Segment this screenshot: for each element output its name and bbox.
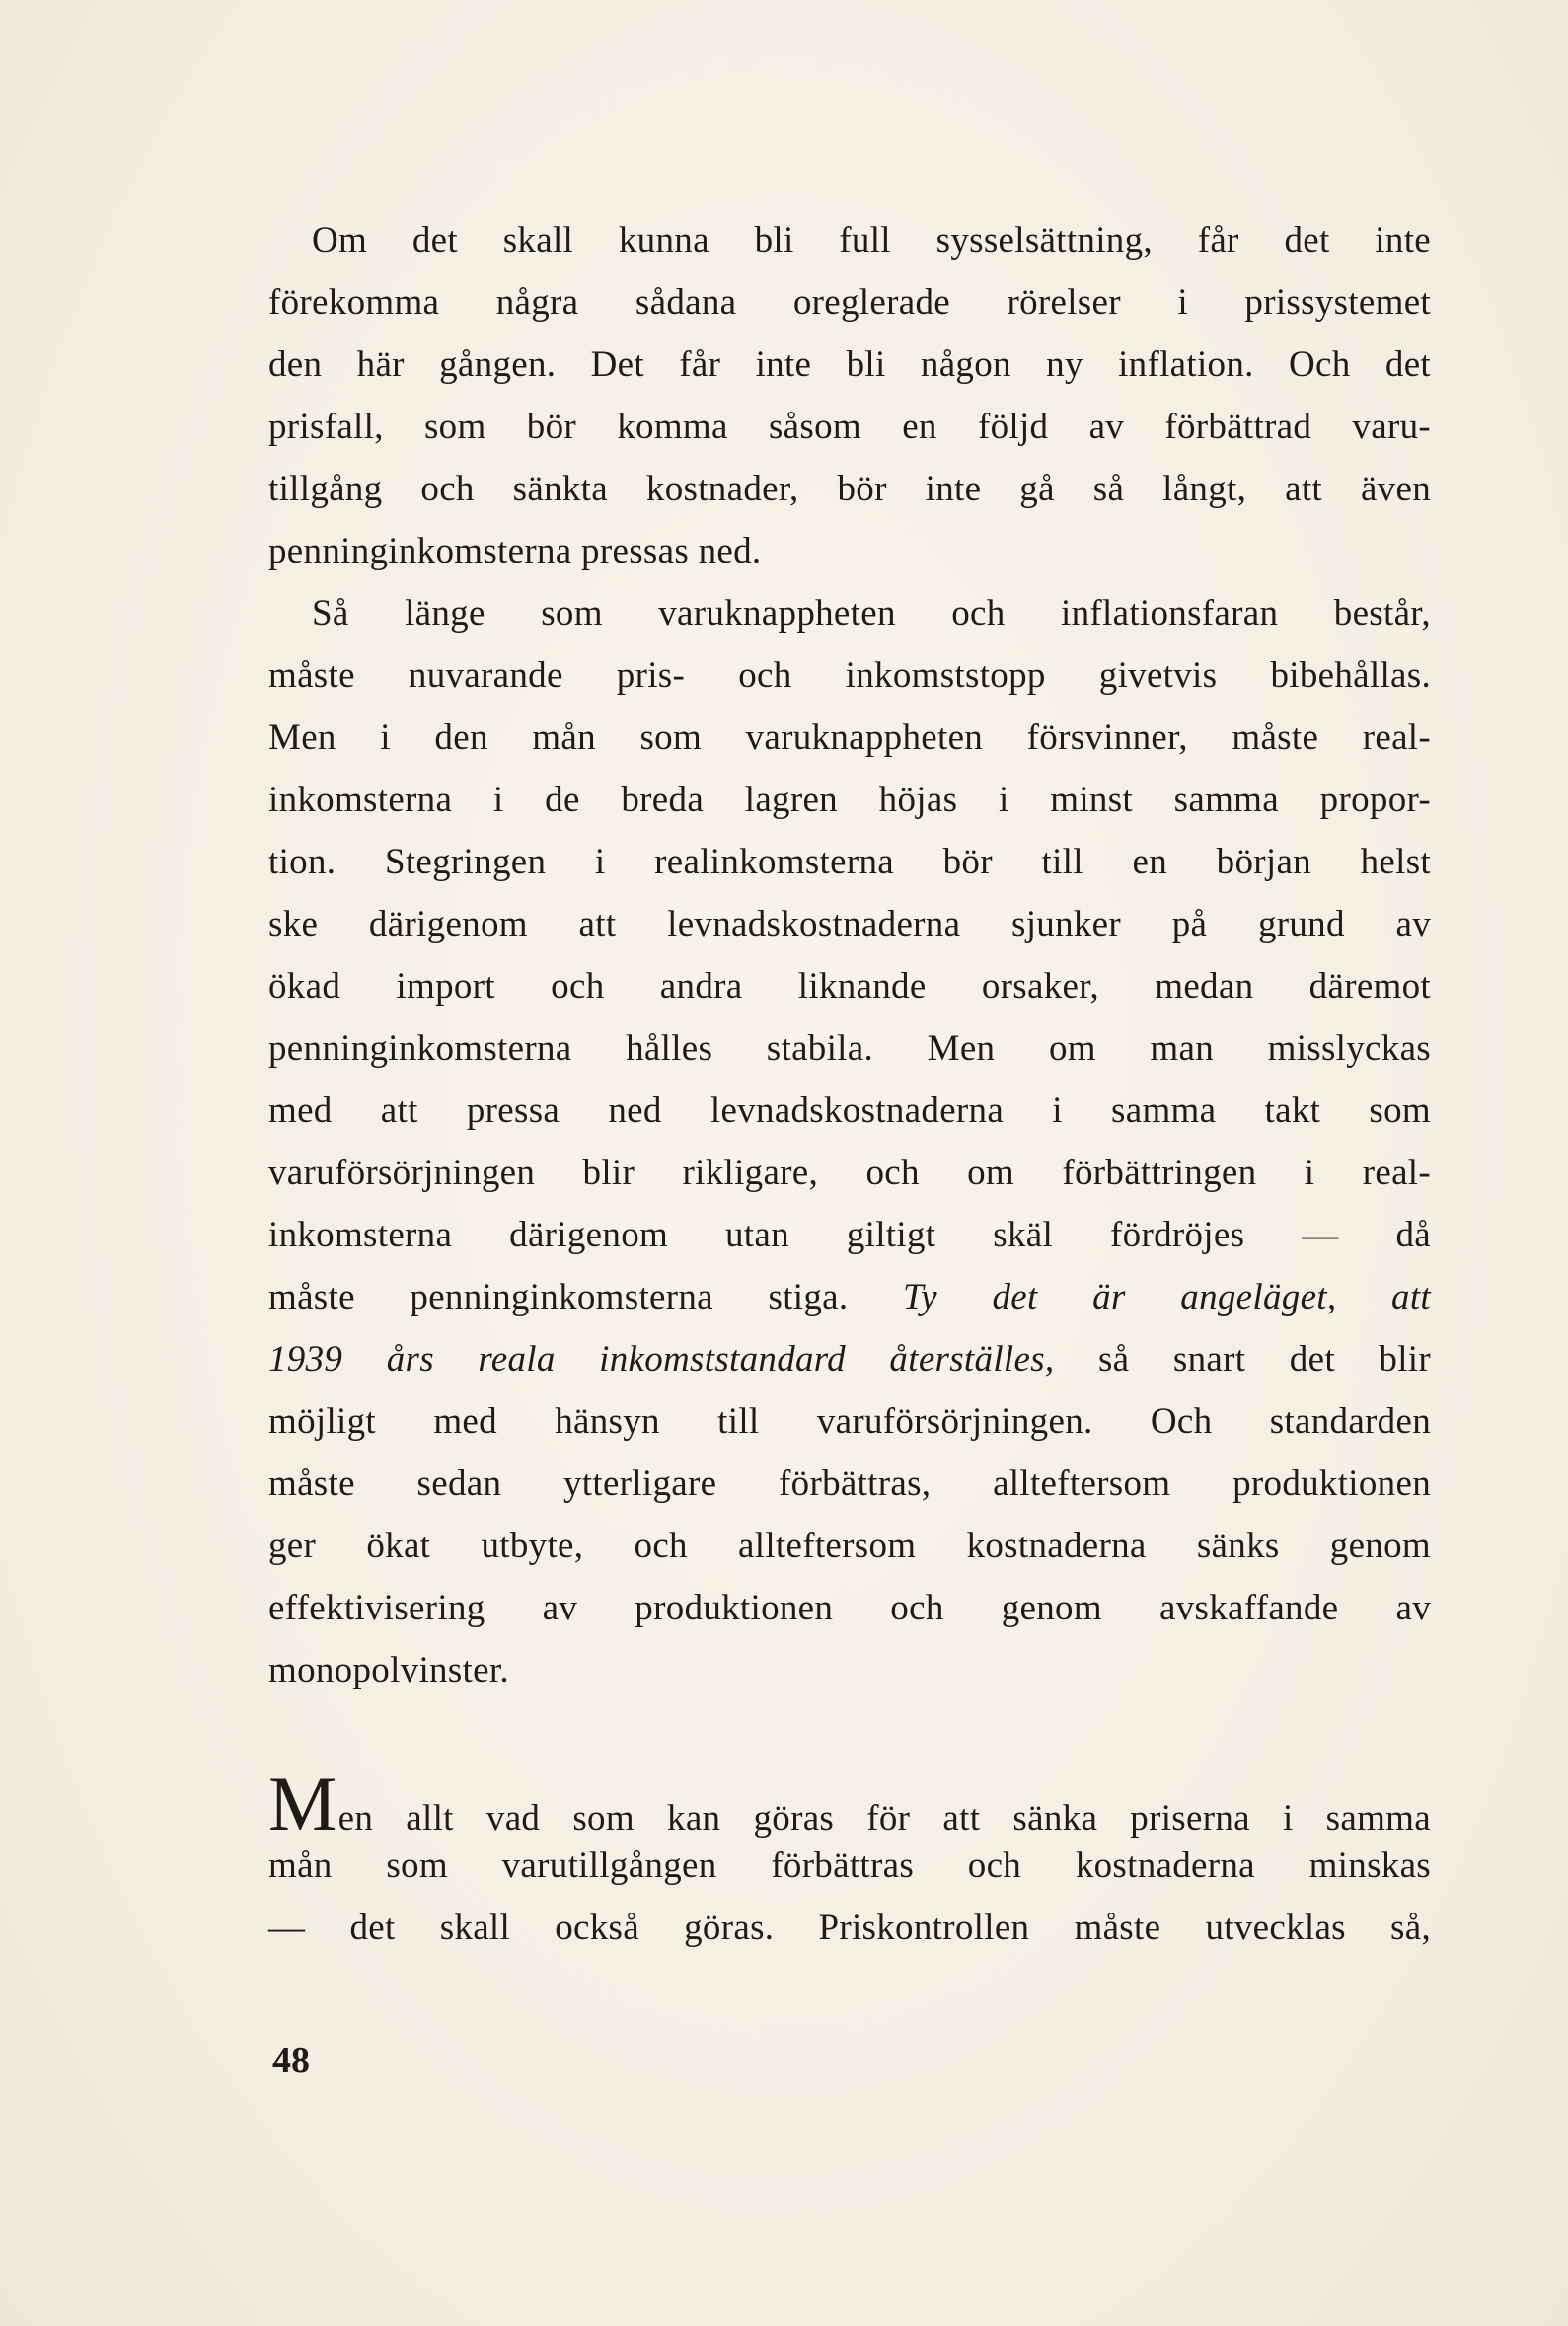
italic-text-run: 1939 års reala inkomststandard återställes, [268, 1339, 1055, 1380]
text-line: prisfall, som bör komma såsom en följd av förbättrad varu- [268, 407, 1431, 447]
text-line-dropcap [268, 1761, 1431, 1846]
text-line: — det skall också göras. Priskontrollen måste utvecklas så, [268, 1908, 1431, 1948]
text-run: måste penninginkomsterna stiga. [268, 1277, 904, 1317]
text-line: ger ökat utbyte, och allteftersom kostnaderna sänks genom [268, 1526, 1431, 1566]
text-line: förekomma några sådana oreglerade rörelser i prissystemet [268, 282, 1431, 323]
text-line: mån som varutillgången förbättras och kostnaderna minskas [268, 1845, 1431, 1886]
text-line: tion. Stegringen i realinkomsterna bör till en början helst [268, 842, 1431, 882]
text-line: Om det skall kunna bli full sysselsättning, får det inte [312, 220, 1431, 261]
paragraph-2 [268, 582, 1431, 1701]
text-line: tillgång och sänkta kostnader, bör inte gå så långt, att även [268, 469, 1431, 509]
paragraph-3 [268, 1761, 1431, 1959]
text-line: den här gången. Det får inte bli någon ny inflation. Och det [268, 344, 1431, 385]
text-line: varuförsörjningen blir rikligare, och om förbättringen i real- [268, 1153, 1431, 1193]
text-line: möjligt med hänsyn till varuförsörjningen. Och standarden [268, 1401, 1431, 1442]
text-line-mixed [268, 1266, 1431, 1328]
text-line: penninginkomsterna pressas ned. [268, 531, 762, 571]
text-line: Men i den mån som varuknappheten försvinner, måste real- [268, 717, 1431, 758]
text-line: monopolvinster. [268, 1650, 509, 1690]
text-line: effektivisering av produktionen och genom avskaffande av [268, 1588, 1431, 1628]
text-line: måste nuvarande pris- och inkomststopp givetvis bibehållas. [268, 655, 1431, 696]
text-line: inkomsterna i de breda lagren höjas i minst samma propor- [268, 780, 1431, 820]
paragraph-1 [268, 209, 1431, 582]
italic-text-run: Ty det är angeläget, att [903, 1277, 1431, 1317]
drop-cap: M [268, 1761, 337, 1846]
text-line-mixed [268, 1328, 1431, 1390]
text-line: penninginkomsterna hålles stabila. Men om man misslyckas [268, 1028, 1431, 1069]
text-run: så snart det blir [1054, 1339, 1431, 1380]
text-line: inkomsterna därigenom utan giltigt skäl fördröjes — då [268, 1215, 1431, 1255]
text-run: en allt vad som kan göras för att sänka priserna i samma [337, 1798, 1431, 1838]
text-line: måste sedan ytterligare förbättras, allteftersom produktionen [268, 1463, 1431, 1504]
text-line: med att pressa ned levnadskostnaderna i samma takt som [268, 1090, 1431, 1131]
text-line: ökad import och andra liknande orsaker, medan däremot [268, 966, 1431, 1007]
text-line: ske därigenom att levnadskostnaderna sjunker på grund av [268, 904, 1431, 944]
text-line: Så länge som varuknappheten och inflationsfaran består, [312, 593, 1431, 634]
page-number: 48 [272, 2040, 310, 2081]
